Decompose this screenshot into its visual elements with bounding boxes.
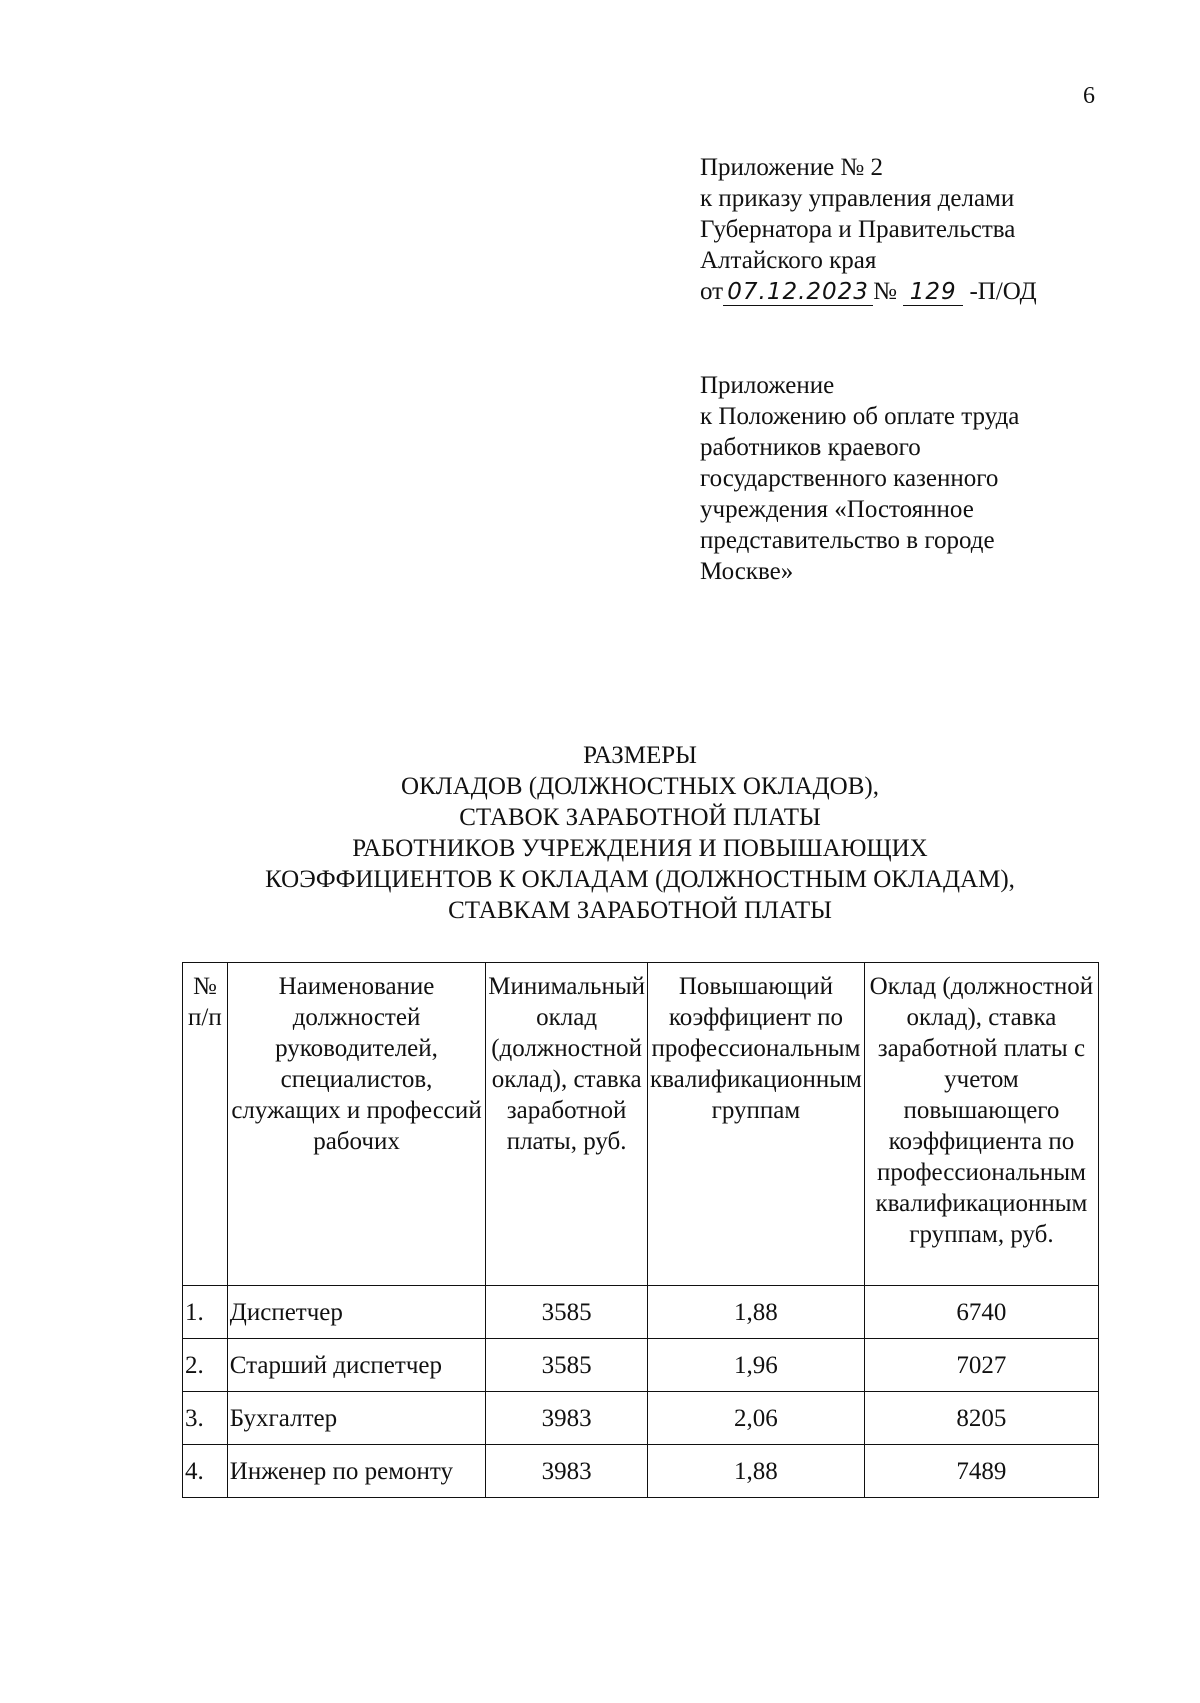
row-num: 4. <box>183 1445 228 1498</box>
row-salary: 7489 <box>864 1445 1098 1498</box>
appendix-2-line3: Губернатора и Правительства <box>700 216 1016 243</box>
handwritten-date: 07.12.2023 <box>723 279 873 306</box>
row-min-salary: 3983 <box>486 1392 648 1445</box>
table-row <box>183 1392 1099 1445</box>
title-line2: ОКЛАДОВ (ДОЛЖНОСТНЫХ ОКЛАДОВ), <box>401 773 879 800</box>
header-name: Наименование должностей руководителей, специалистов, служащих и профессий рабочих <box>227 963 485 1286</box>
title-line5: КОЭФФИЦИЕНТОВ К ОКЛАДАМ (ДОЛЖНОСТНЫМ ОКЛАДАМ), <box>265 866 1015 893</box>
appendix-2-line2: к приказу управления делами <box>700 185 1015 212</box>
regulation-line2: к Положению об оплате труда <box>700 403 1020 430</box>
table-row <box>183 1286 1099 1339</box>
header-coefficient: Повышающий коэффициент по профессиональным квалификационным группам <box>648 963 865 1286</box>
regulation-line5: учреждения «Постоянное <box>700 496 974 523</box>
row-salary: 6740 <box>864 1286 1098 1339</box>
row-num: 2. <box>183 1339 228 1392</box>
salary-table <box>182 962 1099 1498</box>
header-min-salary: Минимальный оклад (должностной оклад), ставка заработной платы, руб. <box>486 963 648 1286</box>
appendix-2-block <box>700 152 1120 307</box>
regulation-line7: Москве» <box>700 558 794 585</box>
table-row <box>183 1339 1099 1392</box>
row-min-salary: 3585 <box>486 1286 648 1339</box>
regulation-line1: Приложение <box>700 372 835 399</box>
appendix-regulation-block <box>700 370 1120 587</box>
header-num: № п/п <box>183 963 228 1286</box>
title-line6: СТАВКАМ ЗАРАБОТНОЙ ПЛАТЫ <box>448 897 832 924</box>
row-coefficient: 1,88 <box>648 1286 865 1339</box>
title-line1: РАЗМЕРЫ <box>583 742 697 769</box>
row-min-salary: 3585 <box>486 1339 648 1392</box>
row-num: 3. <box>183 1392 228 1445</box>
regulation-line4: государственного казенного <box>700 465 999 492</box>
page-number: 6 <box>1083 83 1095 109</box>
title-line4: РАБОТНИКОВ УЧРЕЖДЕНИЯ И ПОВЫШАЮЩИХ <box>352 835 928 862</box>
row-salary: 8205 <box>864 1392 1098 1445</box>
row-coefficient: 2,06 <box>648 1392 865 1445</box>
row-min-salary: 3983 <box>486 1445 648 1498</box>
title-line3: СТАВОК ЗАРАБОТНОЙ ПЛАТЫ <box>459 804 821 831</box>
date-prefix: от <box>700 278 724 305</box>
row-coefficient: 1,96 <box>648 1339 865 1392</box>
order-date-number-line <box>700 276 1120 307</box>
row-name: Диспетчер <box>227 1286 485 1339</box>
number-suffix: -П/ОД <box>969 278 1037 305</box>
number-prefix: № <box>873 278 897 305</box>
regulation-line6: представительство в городе <box>700 527 995 554</box>
row-salary: 7027 <box>864 1339 1098 1392</box>
row-name: Инженер по ремонту <box>227 1445 485 1498</box>
table-row <box>183 1445 1099 1498</box>
row-name: Бухгалтер <box>227 1392 485 1445</box>
handwritten-number: 129 <box>903 279 963 306</box>
row-num: 1. <box>183 1286 228 1339</box>
appendix-2-line1: Приложение № 2 <box>700 154 884 181</box>
appendix-2-line4: Алтайского края <box>700 247 877 274</box>
row-name: Старший диспетчер <box>227 1339 485 1392</box>
row-coefficient: 1,88 <box>648 1445 865 1498</box>
regulation-line3: работников краевого <box>700 434 921 461</box>
document-title <box>160 740 1120 926</box>
header-salary: Оклад (должностной оклад), ставка заработной платы с учетом повышающего коэффициента по профессиональным квалификационным группам, руб. <box>864 963 1098 1286</box>
table-header-row <box>183 963 1099 1286</box>
